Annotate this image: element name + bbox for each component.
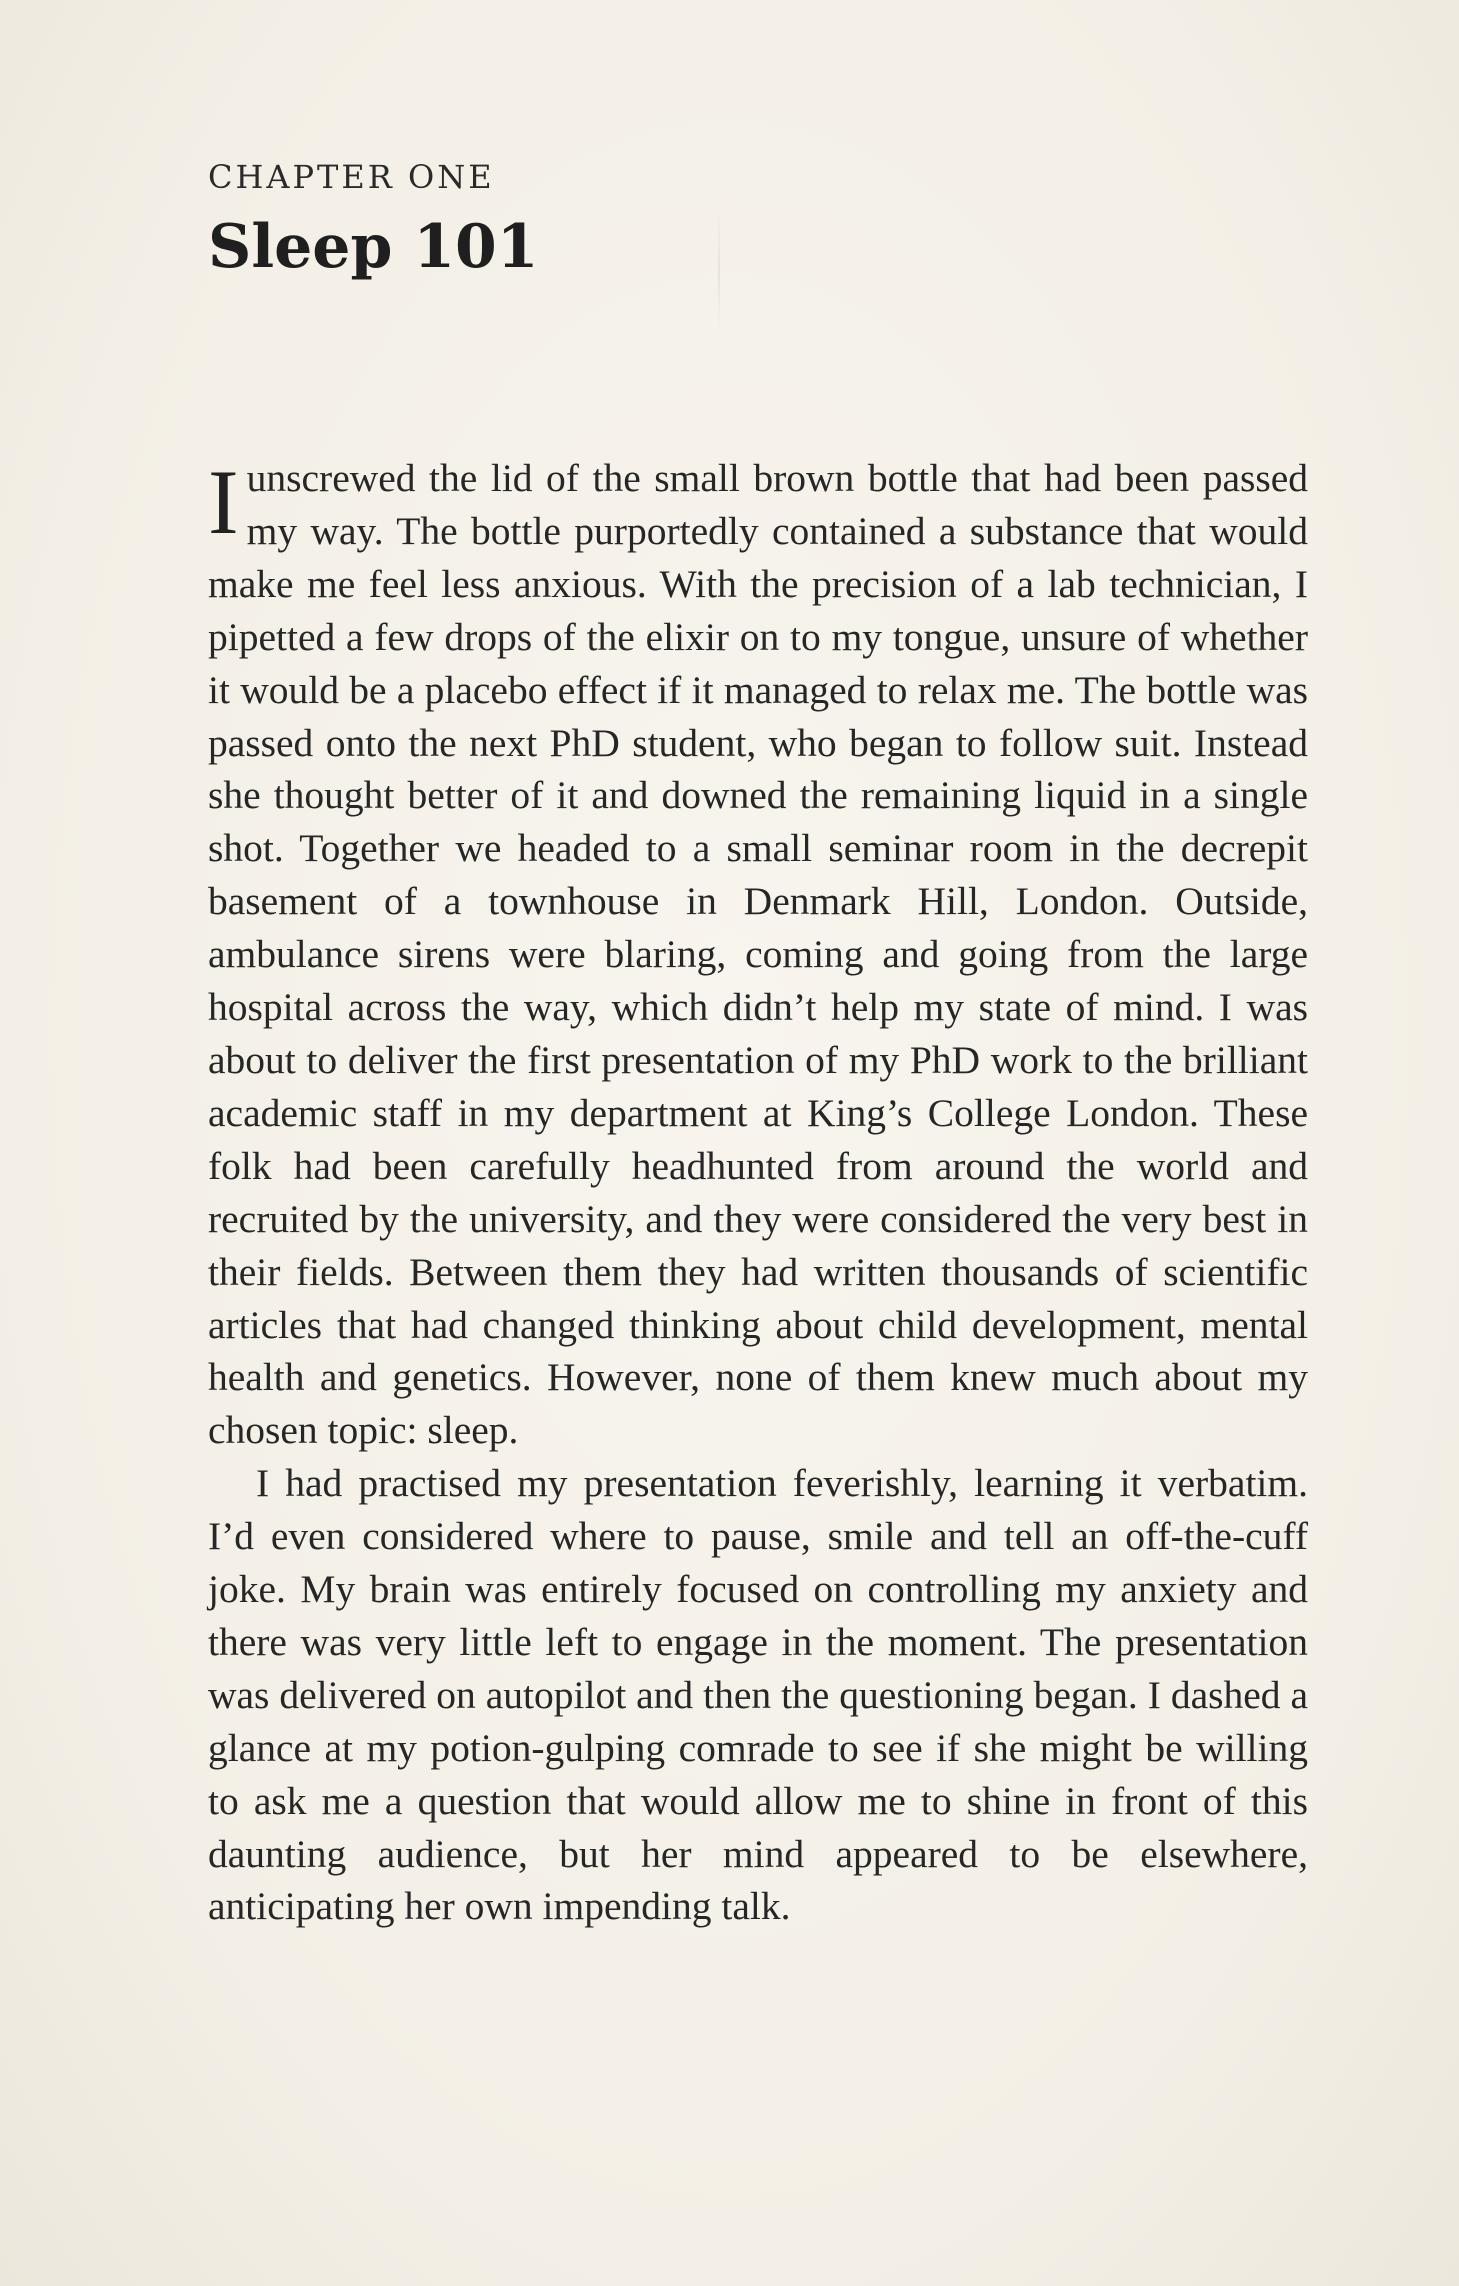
paragraph-2: I had practised my presentation feverishly, learning it verbatim. I’d even considered where to pause, smile and tell an off-the-cuff joke. My brain was entirely focused on controlling my anxiety and there was very little left to engage in the moment. The presentation was delivered on autopilot and then the questioning began. I dashed a glance at my potion-gulping comrade to see if she might be willing to ask me a question that would allow me to shine in front of this daunting audience, but her mind appeared to be elsewhere, anticipating her own impending talk. xyxy=(208,1461,1308,1929)
chapter-label: CHAPTER ONE xyxy=(208,158,495,196)
drop-cap: I xyxy=(208,451,239,553)
chapter-title: Sleep 101 xyxy=(208,212,539,282)
paragraph-1 xyxy=(208,452,1308,1457)
paragraph-1-text: unscrewed the lid of the small brown bottle that had been passed my way. The bottle purportedly contained a substance that would make me feel less anxious. With the precision of a lab technician, I pipetted a few drops of the elixir on to my tongue, unsure of whether it would be a placebo effect if it managed to relax me. The bottle was passed onto the next PhD student, who began to follow suit. Instead she thought better of it and downed the remaining liquid in a single shot. Together we headed to a small seminar room in the decrepit basement of a townhouse in Denmark Hill, London. Outside, ambulance sirens were blaring, coming and going from the large hospital across the way, which didn’t help my state of mind. I was about to deliver the first presentation of my PhD work to the brilliant academic staff in my department at King’s College London. These folk had been carefully headhunted from around the world and recruited by the university, and they were considered the very best in their fields. Between them they had written thousands of scientific articles that had changed thinking about child development, mental health and genetics. However, none of them knew much about my chosen topic: sleep. xyxy=(208,456,1308,1453)
body-text xyxy=(208,452,1308,1933)
page-crease xyxy=(718,210,720,330)
